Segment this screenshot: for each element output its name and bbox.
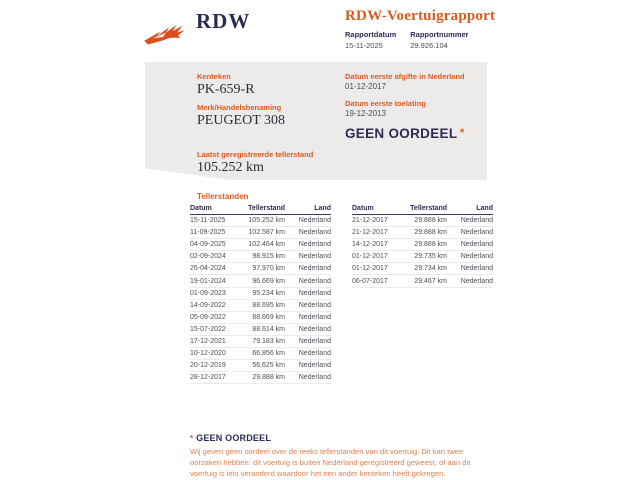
row-land: Nederland bbox=[298, 277, 331, 285]
row-tellerstand: 29.888 km bbox=[252, 374, 285, 382]
kenteken-value: PK-659-R bbox=[197, 82, 255, 97]
footnote-heading bbox=[190, 433, 483, 443]
row-datum: 05-09-2022 bbox=[190, 313, 226, 321]
table-row bbox=[352, 251, 493, 263]
row-datum: 14-09-2022 bbox=[190, 301, 226, 309]
footnote-text: Wij geven geen oordeel over de reeks tellerstanden van dit voertuig. Dit kan twee oorzaken hebben: dit voertuig is buiten Nederland geregistreerd geweest, of aan dit voertuig is iets veranderd waardoor het een ander kenteken heeft gekregen. bbox=[190, 447, 471, 478]
tellerstand-label: Laatst geregistreerde tellerstand bbox=[197, 150, 314, 159]
tellerstanden-section-title: Tellerstanden bbox=[197, 192, 249, 201]
report-number-block bbox=[410, 30, 468, 51]
table-header-row bbox=[352, 203, 493, 215]
row-datum: 17-12-2021 bbox=[190, 337, 226, 345]
table-row bbox=[352, 215, 493, 227]
row-datum: 20-12-2019 bbox=[190, 362, 226, 370]
rdw-bird-icon bbox=[143, 16, 189, 46]
row-tellerstand: 29.734 km bbox=[414, 265, 447, 273]
row-tellerstand: 66.856 km bbox=[252, 350, 285, 358]
column-header-datum: Datum bbox=[190, 204, 212, 212]
table-row bbox=[352, 227, 493, 239]
table-row bbox=[190, 239, 331, 251]
row-land: Nederland bbox=[298, 253, 331, 261]
logo-text: RDW bbox=[196, 9, 251, 33]
row-tellerstand: 88.669 km bbox=[252, 313, 285, 321]
table-row bbox=[190, 324, 331, 336]
row-tellerstand: 96.669 km bbox=[252, 277, 285, 285]
table-row bbox=[190, 227, 331, 239]
row-datum: 10-12-2020 bbox=[190, 350, 226, 358]
row-tellerstand: 29.888 km bbox=[414, 229, 447, 237]
row-land: Nederland bbox=[298, 265, 331, 273]
kenteken-label: Kenteken bbox=[197, 72, 231, 81]
table-row bbox=[352, 263, 493, 275]
row-tellerstand: 105.252 km bbox=[248, 217, 285, 225]
table-row bbox=[190, 215, 331, 227]
tellerstanden-table-right bbox=[352, 203, 493, 288]
row-tellerstand: 102.587 km bbox=[248, 229, 285, 237]
table-row bbox=[190, 263, 331, 275]
row-datum: 02-09-2024 bbox=[190, 253, 226, 261]
row-tellerstand: 97.970 km bbox=[252, 265, 285, 273]
report-date-label: Rapportdatum bbox=[345, 30, 397, 39]
table-row bbox=[190, 288, 331, 300]
report-date-value: 15-11-2025 bbox=[345, 41, 383, 50]
row-datum: 21-12-2017 bbox=[352, 217, 388, 225]
row-land: Nederland bbox=[460, 241, 493, 249]
report-number-value: 29.926.104 bbox=[410, 41, 448, 50]
summary-left-column bbox=[197, 72, 337, 181]
report-number-label: Rapportnummer bbox=[410, 30, 469, 39]
table-row bbox=[190, 312, 331, 324]
row-tellerstand: 29.888 km bbox=[414, 217, 447, 225]
table-row bbox=[190, 300, 331, 312]
eerste-toelating-label: Datum eerste toelating bbox=[345, 99, 426, 108]
oordeel-asterisk: * bbox=[460, 127, 465, 139]
row-tellerstand: 98.915 km bbox=[252, 253, 285, 261]
row-datum: 19-01-2024 bbox=[190, 277, 226, 285]
merk-value: PEUGEOT 308 bbox=[197, 113, 286, 128]
eerste-toelating-value: 19-12-2013 bbox=[345, 109, 386, 118]
footnote-title: GEEN OORDEEL bbox=[196, 433, 272, 443]
page-title: RDW-Voertuigrapport bbox=[345, 8, 496, 24]
row-land: Nederland bbox=[298, 289, 331, 297]
table-row bbox=[190, 372, 331, 384]
row-datum: 01-12-2017 bbox=[352, 253, 388, 261]
rdw-logo bbox=[143, 10, 250, 46]
row-datum: 11-09-2025 bbox=[190, 229, 226, 237]
row-tellerstand: 79.183 km bbox=[252, 337, 285, 345]
row-land: Nederland bbox=[460, 253, 493, 261]
merk-label: Merk/Handelsbenaming bbox=[197, 103, 282, 112]
table-row bbox=[190, 336, 331, 348]
tellerstand-value: 105.252 km bbox=[197, 160, 264, 175]
row-land: Nederland bbox=[298, 350, 331, 358]
row-datum: 14-12-2017 bbox=[352, 241, 388, 249]
row-tellerstand: 88.614 km bbox=[252, 325, 285, 333]
table-row bbox=[190, 275, 331, 287]
column-header-land: Land bbox=[314, 204, 331, 212]
row-land: Nederland bbox=[460, 217, 493, 225]
column-header-land: Land bbox=[476, 204, 493, 212]
row-land: Nederland bbox=[298, 217, 331, 225]
row-land: Nederland bbox=[460, 277, 493, 285]
eerste-afgifte-value: 01-12-2017 bbox=[345, 82, 386, 91]
row-land: Nederland bbox=[298, 241, 331, 249]
table-row bbox=[352, 239, 493, 251]
table-row bbox=[352, 275, 493, 287]
row-datum: 06-07-2017 bbox=[352, 277, 388, 285]
row-tellerstand: 29.888 km bbox=[414, 241, 447, 249]
row-land: Nederland bbox=[298, 301, 331, 309]
row-datum: 28-12-2017 bbox=[190, 374, 226, 382]
row-tellerstand: 29.467 km bbox=[414, 277, 447, 285]
column-header-tellerstand: Tellerstand bbox=[248, 204, 285, 212]
report-meta bbox=[345, 30, 469, 51]
row-datum: 26-04-2024 bbox=[190, 265, 226, 273]
table-row bbox=[190, 348, 331, 360]
eerste-afgifte-label: Datum eerste afgifte in Nederland bbox=[345, 72, 465, 81]
row-datum: 21-12-2017 bbox=[352, 229, 388, 237]
column-header-datum: Datum bbox=[352, 204, 374, 212]
oordeel-status: GEEN OORDEEL bbox=[345, 126, 458, 141]
row-land: Nederland bbox=[298, 325, 331, 333]
row-land: Nederland bbox=[298, 374, 331, 382]
footnote-section bbox=[190, 433, 483, 479]
row-land: Nederland bbox=[460, 229, 493, 237]
table-row bbox=[190, 360, 331, 372]
row-land: Nederland bbox=[298, 337, 331, 345]
row-land: Nederland bbox=[298, 362, 331, 370]
row-tellerstand: 29.735 km bbox=[414, 253, 447, 261]
row-land: Nederland bbox=[460, 265, 493, 273]
row-datum: 15-11-2025 bbox=[190, 217, 226, 225]
row-datum: 04-09-2025 bbox=[190, 241, 226, 249]
spacer bbox=[197, 134, 337, 150]
footnote-asterisk: * bbox=[190, 434, 194, 443]
report-date-block bbox=[345, 30, 396, 51]
table-row bbox=[190, 251, 331, 263]
tellerstanden-table-left bbox=[190, 203, 331, 384]
column-header-tellerstand: Tellerstand bbox=[410, 204, 447, 212]
row-land: Nederland bbox=[298, 229, 331, 237]
row-tellerstand: 102.464 km bbox=[248, 241, 285, 249]
table-header-row bbox=[190, 203, 331, 215]
row-datum: 01-12-2017 bbox=[352, 265, 388, 273]
row-datum: 01-09-2023 bbox=[190, 289, 226, 297]
row-datum: 15-07-2022 bbox=[190, 325, 226, 333]
row-tellerstand: 88.695 km bbox=[252, 301, 285, 309]
row-land: Nederland bbox=[298, 313, 331, 321]
row-tellerstand: 95.234 km bbox=[252, 289, 285, 297]
row-tellerstand: 56.625 km bbox=[252, 362, 285, 370]
